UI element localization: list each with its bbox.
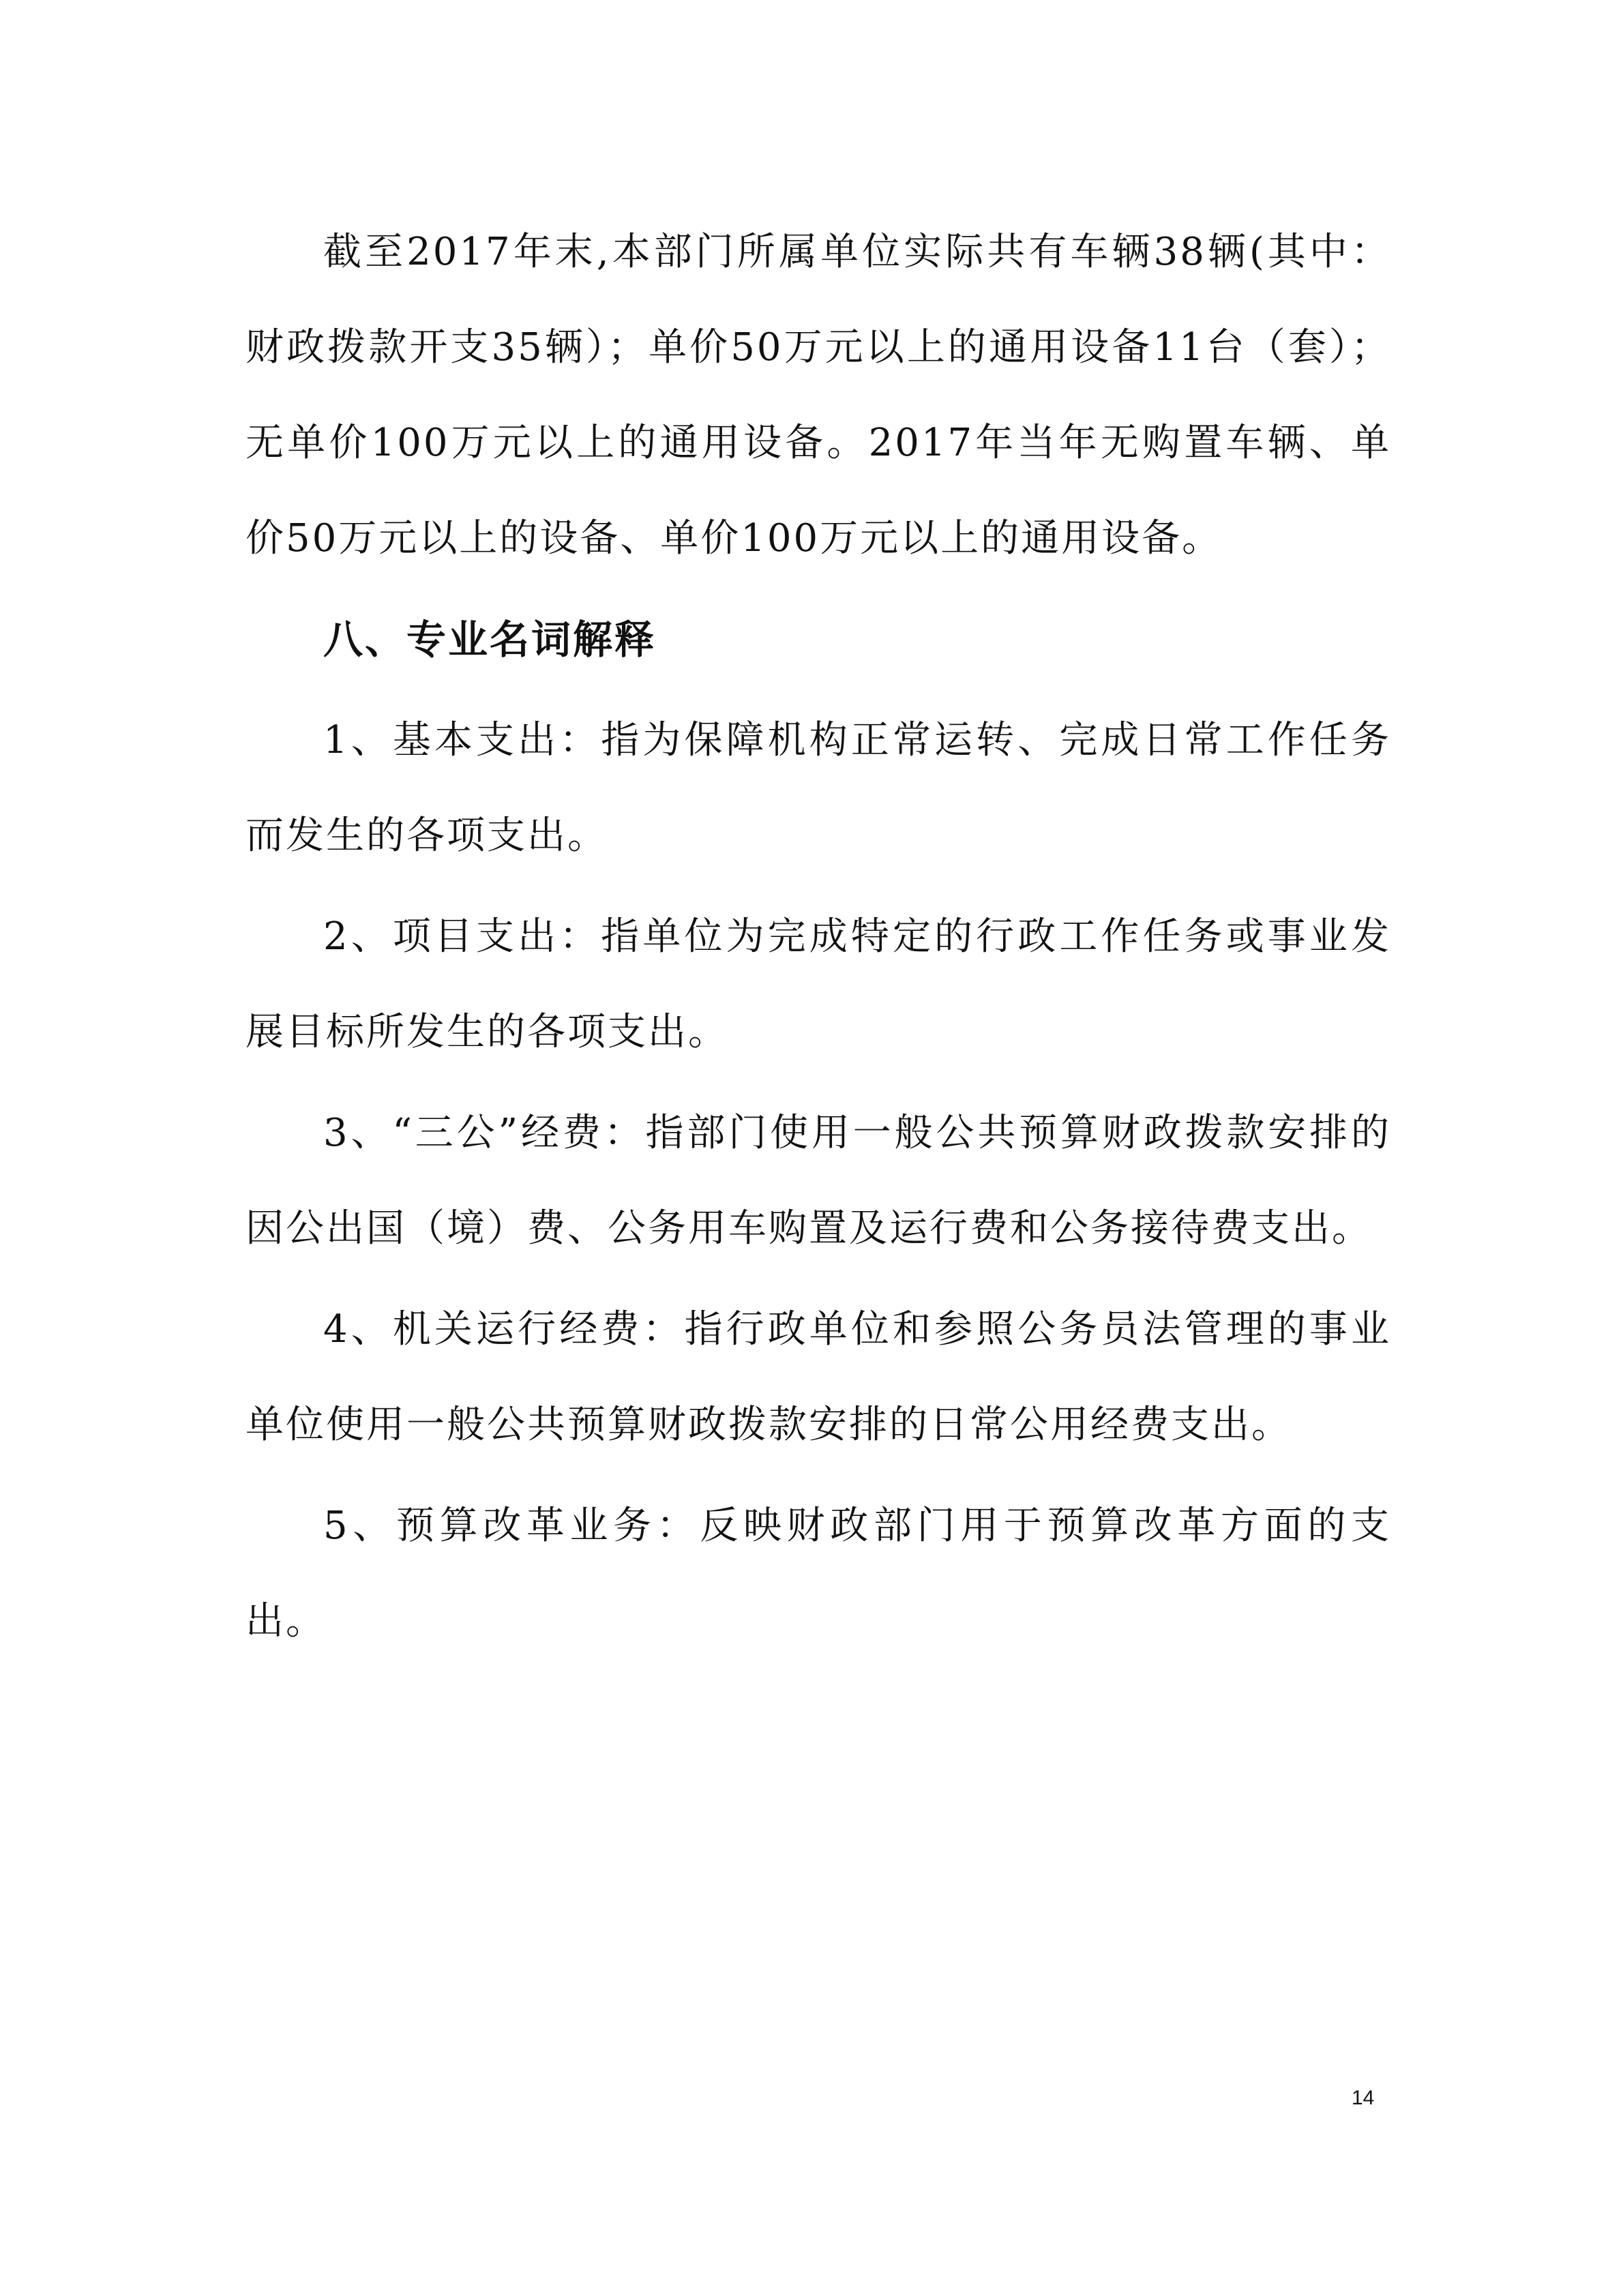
definition-three-public-funds: 3、“三公”经费：指部门使用一般公共预算财政拨款安排的因公出国（境）费、公务用车购置及运行费和公务接待费支出。 xyxy=(245,1111,1391,1251)
page-number: 14 xyxy=(1352,2087,1375,2109)
definition-agency-operating-funds: 4、机关运行经费：指行政单位和参照公务员法管理的事业单位使用一般公共预算财政拨款安排的日常公用经费支出。 xyxy=(245,1307,1391,1447)
page-content xyxy=(245,205,1391,1675)
definition-budget-reform: 5、预算改革业务：反映财政部门用于预算改革方面的支出。 xyxy=(245,1504,1391,1643)
definition-project-expenditure: 2、项目支出：指单位为完成特定的行政工作任务或事业发展目标所发生的各项支出。 xyxy=(245,914,1391,1054)
section-heading: 八、专业名词解释 xyxy=(323,616,657,663)
vehicle-equipment-paragraph: 截至2017年末,本部门所属单位实际共有车辆38辆(其中：财政拨款开支35辆）；单价50万元以上的通用设备11台（套）；无单价100万元以上的通用设备。2017年当年无购置车辆、单价50万元以上的设备、单价100万元以上的通用设备。 xyxy=(245,230,1391,561)
definition-basic-expenditure: 1、基本支出：指为保障机构正常运转、完成日常工作任务而发生的各项支出。 xyxy=(245,718,1391,858)
